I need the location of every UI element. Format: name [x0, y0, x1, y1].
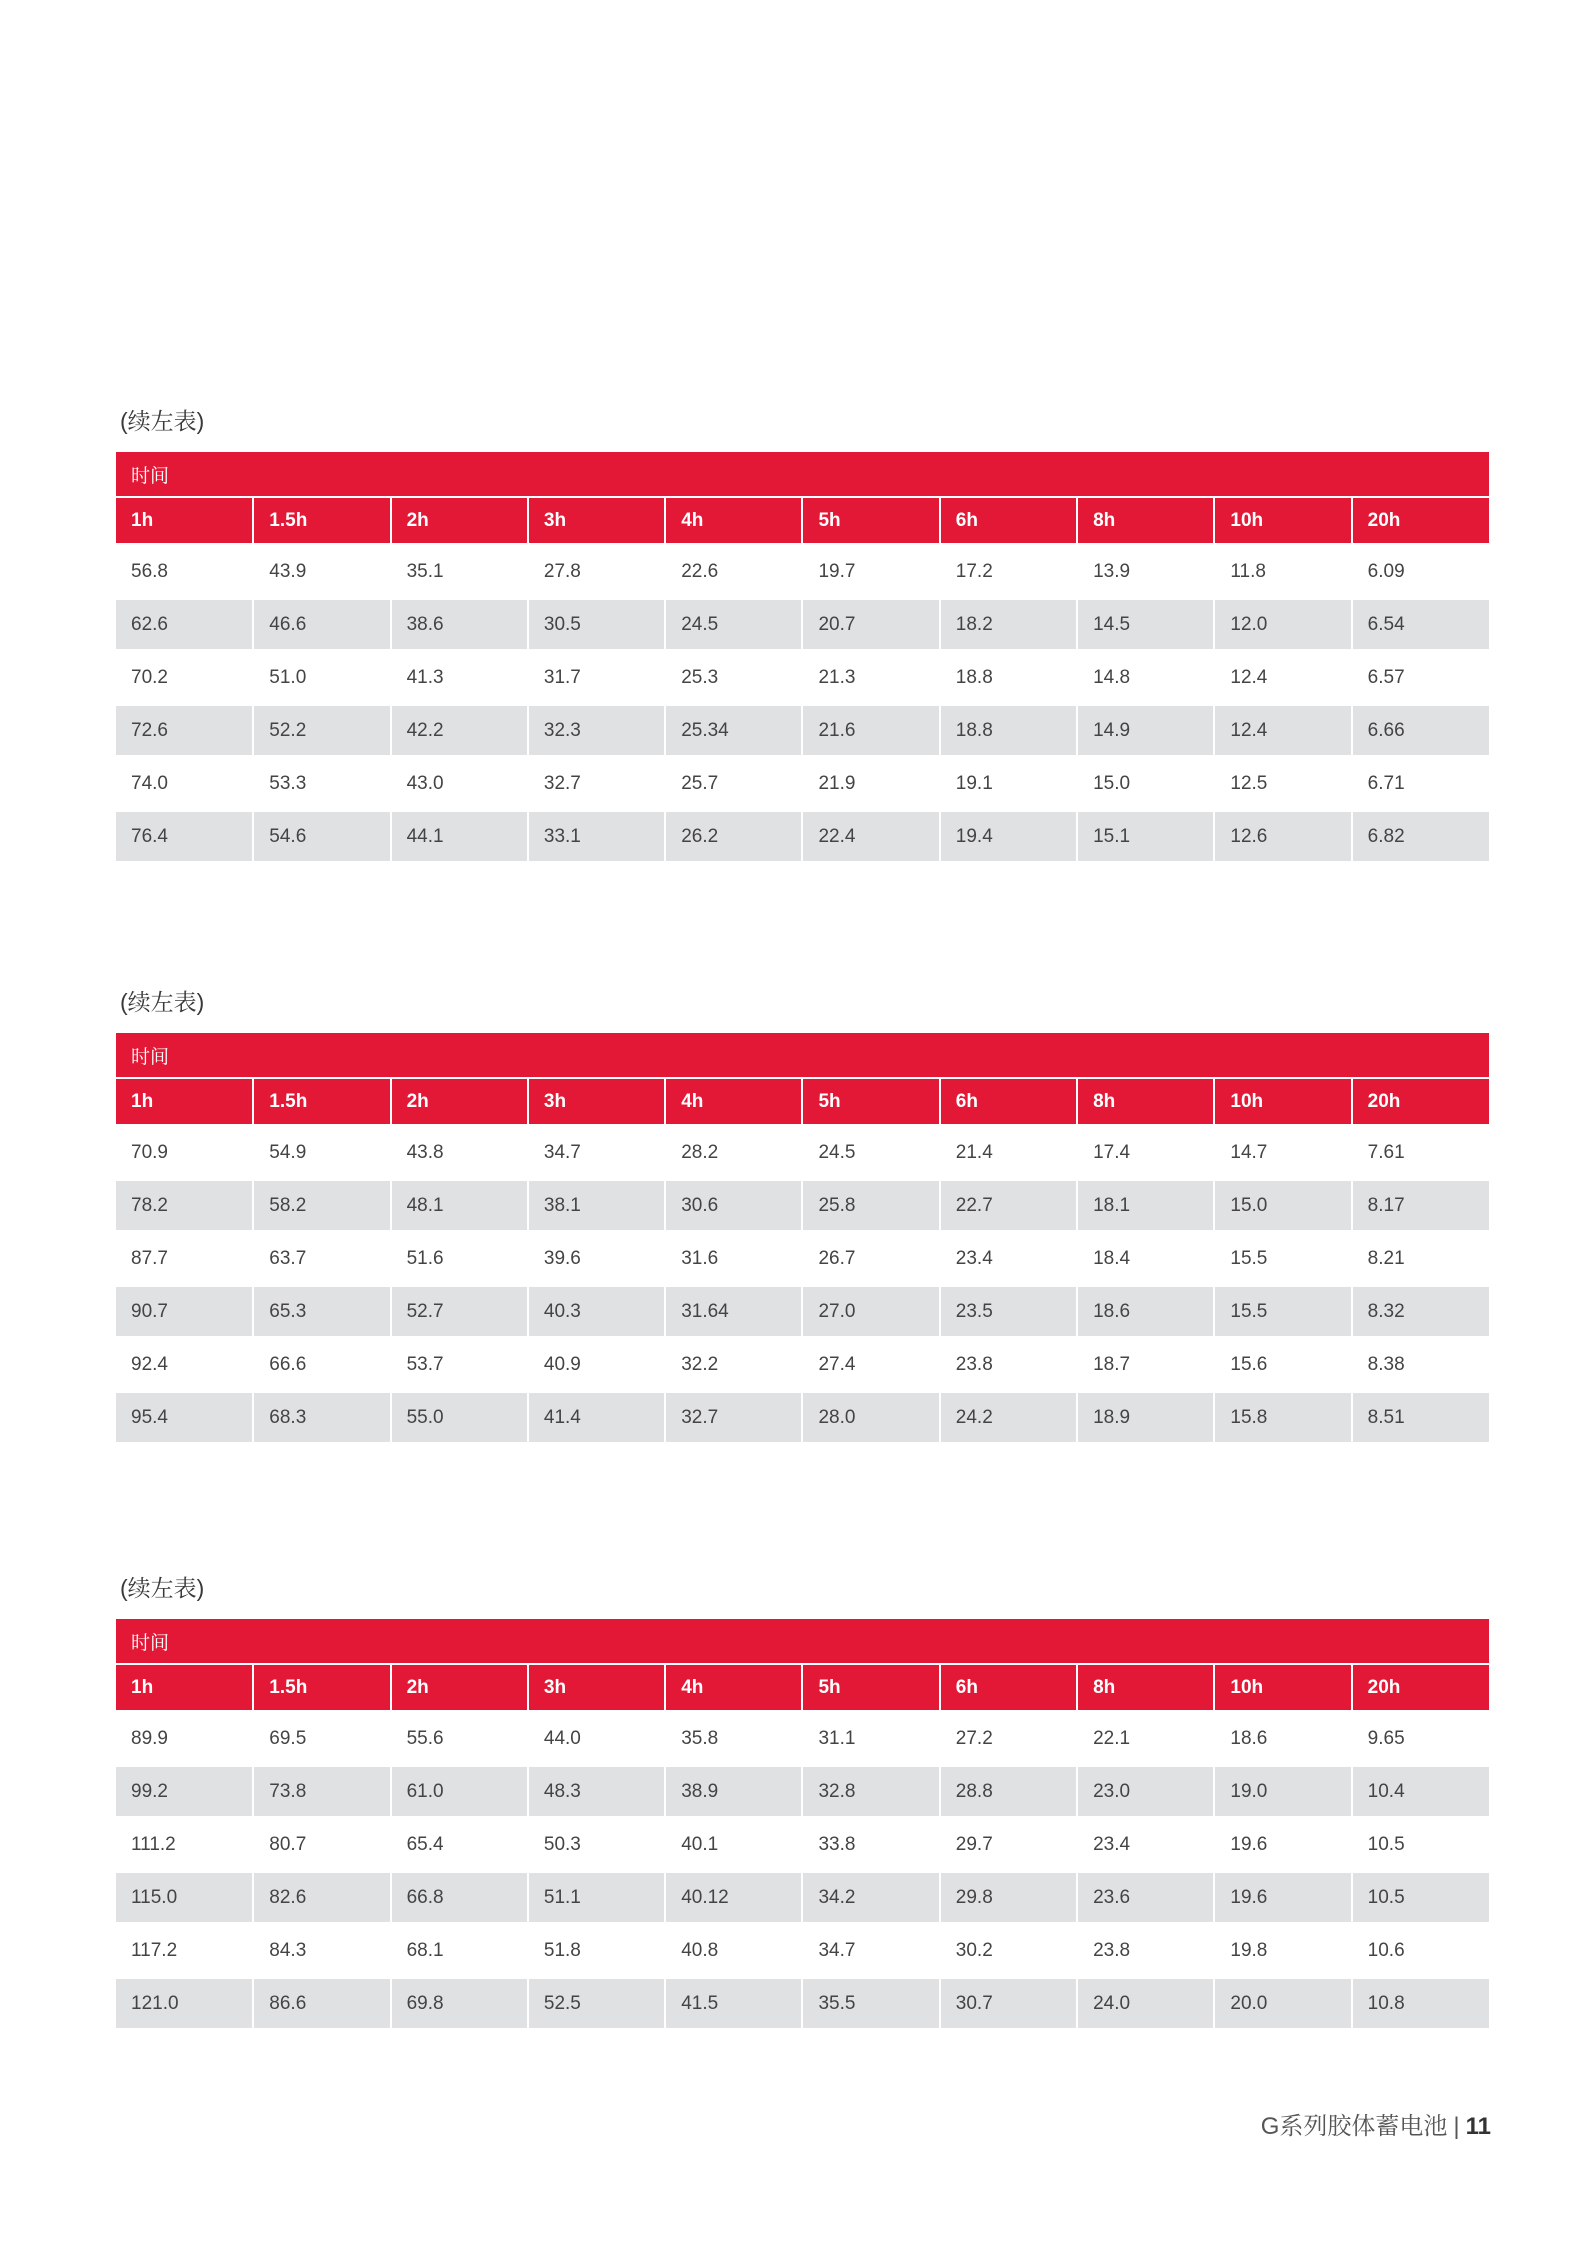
- table-cell: 51.6: [391, 1232, 528, 1285]
- table-cell: 23.4: [1077, 1818, 1214, 1871]
- table-cell: 19.6: [1214, 1818, 1351, 1871]
- table-cell: 6.54: [1352, 598, 1489, 651]
- table-cell: 19.7: [802, 545, 939, 598]
- group-header-row: [116, 1033, 1489, 1078]
- column-header: 1h: [116, 497, 253, 545]
- table-cell: 55.6: [391, 1712, 528, 1765]
- table-cell: 53.3: [253, 757, 390, 810]
- table-cell: 14.9: [1077, 704, 1214, 757]
- table-cell: 62.6: [116, 598, 253, 651]
- table-cell: 53.7: [391, 1338, 528, 1391]
- table-cell: 82.6: [253, 1871, 390, 1924]
- table-cell: 52.7: [391, 1285, 528, 1338]
- table-cell: 72.6: [116, 704, 253, 757]
- table-cell: 66.6: [253, 1338, 390, 1391]
- column-header: 20h: [1352, 497, 1489, 545]
- table-cell: 30.7: [940, 1977, 1077, 2028]
- table-cell: 52.2: [253, 704, 390, 757]
- table-cell: 6.82: [1352, 810, 1489, 861]
- table-cell: 6.57: [1352, 651, 1489, 704]
- table-cell: 19.1: [940, 757, 1077, 810]
- table-cell: 19.8: [1214, 1924, 1351, 1977]
- table-cell: 34.7: [802, 1924, 939, 1977]
- table-section-2: [116, 985, 1489, 1442]
- column-header: 5h: [802, 497, 939, 545]
- table-cell: 95.4: [116, 1391, 253, 1442]
- table-cell: 13.9: [1077, 545, 1214, 598]
- table-cell: 74.0: [116, 757, 253, 810]
- discharge-table-2: [116, 1033, 1489, 1442]
- table-cell: 48.3: [528, 1765, 665, 1818]
- column-header: 6h: [940, 1078, 1077, 1126]
- table-cell: 10.4: [1352, 1765, 1489, 1818]
- column-header: 1.5h: [253, 497, 390, 545]
- table-cell: 89.9: [116, 1712, 253, 1765]
- table-cell: 17.4: [1077, 1126, 1214, 1179]
- table-cell: 43.9: [253, 545, 390, 598]
- table-cell: 46.6: [253, 598, 390, 651]
- table-body: [116, 1126, 1489, 1442]
- table-cell: 92.4: [116, 1338, 253, 1391]
- column-header: 10h: [1214, 1664, 1351, 1712]
- column-header: 6h: [940, 1664, 1077, 1712]
- table-cell: 41.4: [528, 1391, 665, 1442]
- table-cell: 23.8: [940, 1338, 1077, 1391]
- table-cell: 24.5: [802, 1126, 939, 1179]
- table-cell: 14.7: [1214, 1126, 1351, 1179]
- table-cell: 27.8: [528, 545, 665, 598]
- table-caption: (续左表): [120, 989, 205, 1015]
- table-cell: 35.8: [665, 1712, 802, 1765]
- column-header: 1h: [116, 1664, 253, 1712]
- table-cell: 38.6: [391, 598, 528, 651]
- table-cell: 18.1: [1077, 1179, 1214, 1232]
- table-cell: 6.09: [1352, 545, 1489, 598]
- table-cell: 52.5: [528, 1977, 665, 2028]
- table-body: [116, 545, 1489, 861]
- table-cell: 30.6: [665, 1179, 802, 1232]
- column-header: 2h: [391, 1664, 528, 1712]
- table-cell: 86.6: [253, 1977, 390, 2028]
- table-cell: 30.5: [528, 598, 665, 651]
- table-cell: 40.3: [528, 1285, 665, 1338]
- table-cell: 23.0: [1077, 1765, 1214, 1818]
- table-cell: 31.7: [528, 651, 665, 704]
- table-cell: 44.1: [391, 810, 528, 861]
- table-cell: 69.8: [391, 1977, 528, 2028]
- table-cell: 51.1: [528, 1871, 665, 1924]
- table-cell: 22.1: [1077, 1712, 1214, 1765]
- table-row: [116, 757, 1489, 810]
- table-cell: 8.32: [1352, 1285, 1489, 1338]
- table-cell: 111.2: [116, 1818, 253, 1871]
- table-cell: 33.8: [802, 1818, 939, 1871]
- table-row: [116, 1712, 1489, 1765]
- table-row: [116, 1285, 1489, 1338]
- table-cell: 18.6: [1077, 1285, 1214, 1338]
- table-cell: 68.3: [253, 1391, 390, 1442]
- table-cell: 24.0: [1077, 1977, 1214, 2028]
- table-cell: 10.8: [1352, 1977, 1489, 2028]
- table-cell: 32.8: [802, 1765, 939, 1818]
- table-row: [116, 1924, 1489, 1977]
- time-group-label: 时间: [116, 1619, 1489, 1664]
- table-row: [116, 1977, 1489, 2028]
- discharge-table-1: [116, 452, 1489, 861]
- table-cell: 32.7: [528, 757, 665, 810]
- group-header-row: [116, 452, 1489, 497]
- table-cell: 55.0: [391, 1391, 528, 1442]
- column-header: 5h: [802, 1664, 939, 1712]
- column-header-row: [116, 497, 1489, 545]
- footer-title: G系列胶体蓄电池: [1260, 2113, 1448, 2140]
- table-cell: 69.5: [253, 1712, 390, 1765]
- table-cell: 48.1: [391, 1179, 528, 1232]
- group-header-row: [116, 1619, 1489, 1664]
- table-cell: 12.6: [1214, 810, 1351, 861]
- table-cell: 54.6: [253, 810, 390, 861]
- column-header: 10h: [1214, 1078, 1351, 1126]
- table-cell: 18.8: [940, 651, 1077, 704]
- table-cell: 40.8: [665, 1924, 802, 1977]
- discharge-table-3: [116, 1619, 1489, 2028]
- table-cell: 11.8: [1214, 545, 1351, 598]
- table-row: [116, 1126, 1489, 1179]
- column-header: 3h: [528, 1664, 665, 1712]
- table-cell: 15.1: [1077, 810, 1214, 861]
- table-section-3: [116, 1571, 1489, 2028]
- table-cell: 87.7: [116, 1232, 253, 1285]
- table-cell: 18.8: [940, 704, 1077, 757]
- table-cell: 15.6: [1214, 1338, 1351, 1391]
- table-cell: 58.2: [253, 1179, 390, 1232]
- table-cell: 24.2: [940, 1391, 1077, 1442]
- table-cell: 15.5: [1214, 1232, 1351, 1285]
- table-cell: 10.5: [1352, 1818, 1489, 1871]
- table-cell: 15.0: [1214, 1179, 1351, 1232]
- table-cell: 21.6: [802, 704, 939, 757]
- table-cell: 25.8: [802, 1179, 939, 1232]
- table-row: [116, 1179, 1489, 1232]
- table-cell: 32.2: [665, 1338, 802, 1391]
- table-cell: 27.2: [940, 1712, 1077, 1765]
- table-cell: 23.8: [1077, 1924, 1214, 1977]
- table-cell: 12.4: [1214, 704, 1351, 757]
- table-cell: 78.2: [116, 1179, 253, 1232]
- table-cell: 65.4: [391, 1818, 528, 1871]
- table-cell: 10.6: [1352, 1924, 1489, 1977]
- table-cell: 18.2: [940, 598, 1077, 651]
- table-cell: 21.9: [802, 757, 939, 810]
- table-cell: 12.0: [1214, 598, 1351, 651]
- table-cell: 32.7: [665, 1391, 802, 1442]
- table-cell: 18.4: [1077, 1232, 1214, 1285]
- table-cell: 12.5: [1214, 757, 1351, 810]
- table-row: [116, 810, 1489, 861]
- table-row: [116, 651, 1489, 704]
- table-row: [116, 1391, 1489, 1442]
- table-cell: 29.7: [940, 1818, 1077, 1871]
- table-cell: 10.5: [1352, 1871, 1489, 1924]
- table-cell: 30.2: [940, 1924, 1077, 1977]
- column-header: 2h: [391, 1078, 528, 1126]
- table-row: [116, 1871, 1489, 1924]
- column-header: 8h: [1077, 497, 1214, 545]
- footer-separator: |: [1453, 2113, 1460, 2140]
- table-row: [116, 1232, 1489, 1285]
- table-cell: 41.3: [391, 651, 528, 704]
- column-header-row: [116, 1078, 1489, 1126]
- table-cell: 34.7: [528, 1126, 665, 1179]
- table-cell: 23.4: [940, 1232, 1077, 1285]
- table-body: [116, 1712, 1489, 2028]
- table-cell: 26.2: [665, 810, 802, 861]
- table-cell: 23.5: [940, 1285, 1077, 1338]
- column-header: 8h: [1077, 1078, 1214, 1126]
- table-cell: 28.8: [940, 1765, 1077, 1818]
- table-cell: 9.65: [1352, 1712, 1489, 1765]
- column-header: 3h: [528, 1078, 665, 1126]
- table-caption: (续左表): [120, 1575, 205, 1601]
- table-cell: 54.9: [253, 1126, 390, 1179]
- time-group-label: 时间: [116, 1033, 1489, 1078]
- table-cell: 27.4: [802, 1338, 939, 1391]
- table-cell: 70.2: [116, 651, 253, 704]
- table-cell: 18.9: [1077, 1391, 1214, 1442]
- table-cell: 44.0: [528, 1712, 665, 1765]
- table-cell: 84.3: [253, 1924, 390, 1977]
- table-cell: 31.6: [665, 1232, 802, 1285]
- column-header: 2h: [391, 497, 528, 545]
- table-cell: 121.0: [116, 1977, 253, 2028]
- column-header: 1h: [116, 1078, 253, 1126]
- table-cell: 99.2: [116, 1765, 253, 1818]
- table-cell: 43.8: [391, 1126, 528, 1179]
- column-header: 20h: [1352, 1078, 1489, 1126]
- table-cell: 8.51: [1352, 1391, 1489, 1442]
- table-cell: 22.6: [665, 545, 802, 598]
- table-cell: 40.1: [665, 1818, 802, 1871]
- table-cell: 63.7: [253, 1232, 390, 1285]
- table-cell: 18.7: [1077, 1338, 1214, 1391]
- table-cell: 28.2: [665, 1126, 802, 1179]
- column-header: 4h: [665, 1078, 802, 1126]
- table-cell: 39.6: [528, 1232, 665, 1285]
- table-cell: 20.0: [1214, 1977, 1351, 2028]
- column-header: 4h: [665, 497, 802, 545]
- table-cell: 22.7: [940, 1179, 1077, 1232]
- table-cell: 19.4: [940, 810, 1077, 861]
- table-cell: 17.2: [940, 545, 1077, 598]
- table-row: [116, 704, 1489, 757]
- table-cell: 42.2: [391, 704, 528, 757]
- table-cell: 6.71: [1352, 757, 1489, 810]
- table-cell: 70.9: [116, 1126, 253, 1179]
- table-cell: 19.6: [1214, 1871, 1351, 1924]
- table-cell: 22.4: [802, 810, 939, 861]
- column-header: 1.5h: [253, 1078, 390, 1126]
- table-cell: 66.8: [391, 1871, 528, 1924]
- table-cell: 15.5: [1214, 1285, 1351, 1338]
- table-cell: 6.66: [1352, 704, 1489, 757]
- table-cell: 68.1: [391, 1924, 528, 1977]
- table-cell: 28.0: [802, 1391, 939, 1442]
- table-cell: 90.7: [116, 1285, 253, 1338]
- table-cell: 31.64: [665, 1285, 802, 1338]
- table-cell: 12.4: [1214, 651, 1351, 704]
- table-cell: 61.0: [391, 1765, 528, 1818]
- column-header: 5h: [802, 1078, 939, 1126]
- table-cell: 26.7: [802, 1232, 939, 1285]
- column-header: 20h: [1352, 1664, 1489, 1712]
- table-cell: 27.0: [802, 1285, 939, 1338]
- table-cell: 8.17: [1352, 1179, 1489, 1232]
- column-header: 1.5h: [253, 1664, 390, 1712]
- table-cell: 35.5: [802, 1977, 939, 2028]
- table-cell: 73.8: [253, 1765, 390, 1818]
- table-cell: 33.1: [528, 810, 665, 861]
- table-cell: 115.0: [116, 1871, 253, 1924]
- table-row: [116, 598, 1489, 651]
- table-cell: 38.1: [528, 1179, 665, 1232]
- table-row: [116, 1818, 1489, 1871]
- table-cell: 51.8: [528, 1924, 665, 1977]
- table-row: [116, 1338, 1489, 1391]
- table-cell: 40.12: [665, 1871, 802, 1924]
- column-header-row: [116, 1664, 1489, 1712]
- table-section-1: [116, 404, 1489, 861]
- table-cell: 50.3: [528, 1818, 665, 1871]
- column-header: 4h: [665, 1664, 802, 1712]
- column-header: 10h: [1214, 497, 1351, 545]
- table-cell: 65.3: [253, 1285, 390, 1338]
- table-cell: 18.6: [1214, 1712, 1351, 1765]
- table-cell: 25.34: [665, 704, 802, 757]
- table-cell: 25.3: [665, 651, 802, 704]
- table-cell: 24.5: [665, 598, 802, 651]
- table-cell: 21.4: [940, 1126, 1077, 1179]
- table-cell: 14.8: [1077, 651, 1214, 704]
- table-cell: 19.0: [1214, 1765, 1351, 1818]
- column-header: 6h: [940, 497, 1077, 545]
- table-row: [116, 545, 1489, 598]
- table-cell: 31.1: [802, 1712, 939, 1765]
- table-cell: 43.0: [391, 757, 528, 810]
- table-cell: 51.0: [253, 651, 390, 704]
- table-cell: 117.2: [116, 1924, 253, 1977]
- table-cell: 38.9: [665, 1765, 802, 1818]
- table-cell: 34.2: [802, 1871, 939, 1924]
- table-cell: 41.5: [665, 1977, 802, 2028]
- table-cell: 25.7: [665, 757, 802, 810]
- page-footer: [1261, 2106, 1491, 2141]
- table-cell: 15.8: [1214, 1391, 1351, 1442]
- table-cell: 32.3: [528, 704, 665, 757]
- table-cell: 40.9: [528, 1338, 665, 1391]
- table-cell: 23.6: [1077, 1871, 1214, 1924]
- table-cell: 76.4: [116, 810, 253, 861]
- table-cell: 80.7: [253, 1818, 390, 1871]
- page-number: 11: [1465, 2113, 1491, 2140]
- table-cell: 8.21: [1352, 1232, 1489, 1285]
- table-cell: 56.8: [116, 545, 253, 598]
- table-cell: 7.61: [1352, 1126, 1489, 1179]
- column-header: 8h: [1077, 1664, 1214, 1712]
- table-cell: 35.1: [391, 545, 528, 598]
- column-header: 3h: [528, 497, 665, 545]
- table-cell: 15.0: [1077, 757, 1214, 810]
- table-cell: 8.38: [1352, 1338, 1489, 1391]
- table-caption: (续左表): [120, 408, 205, 434]
- table-cell: 14.5: [1077, 598, 1214, 651]
- table-cell: 20.7: [802, 598, 939, 651]
- time-group-label: 时间: [116, 452, 1489, 497]
- table-row: [116, 1765, 1489, 1818]
- table-cell: 21.3: [802, 651, 939, 704]
- table-cell: 29.8: [940, 1871, 1077, 1924]
